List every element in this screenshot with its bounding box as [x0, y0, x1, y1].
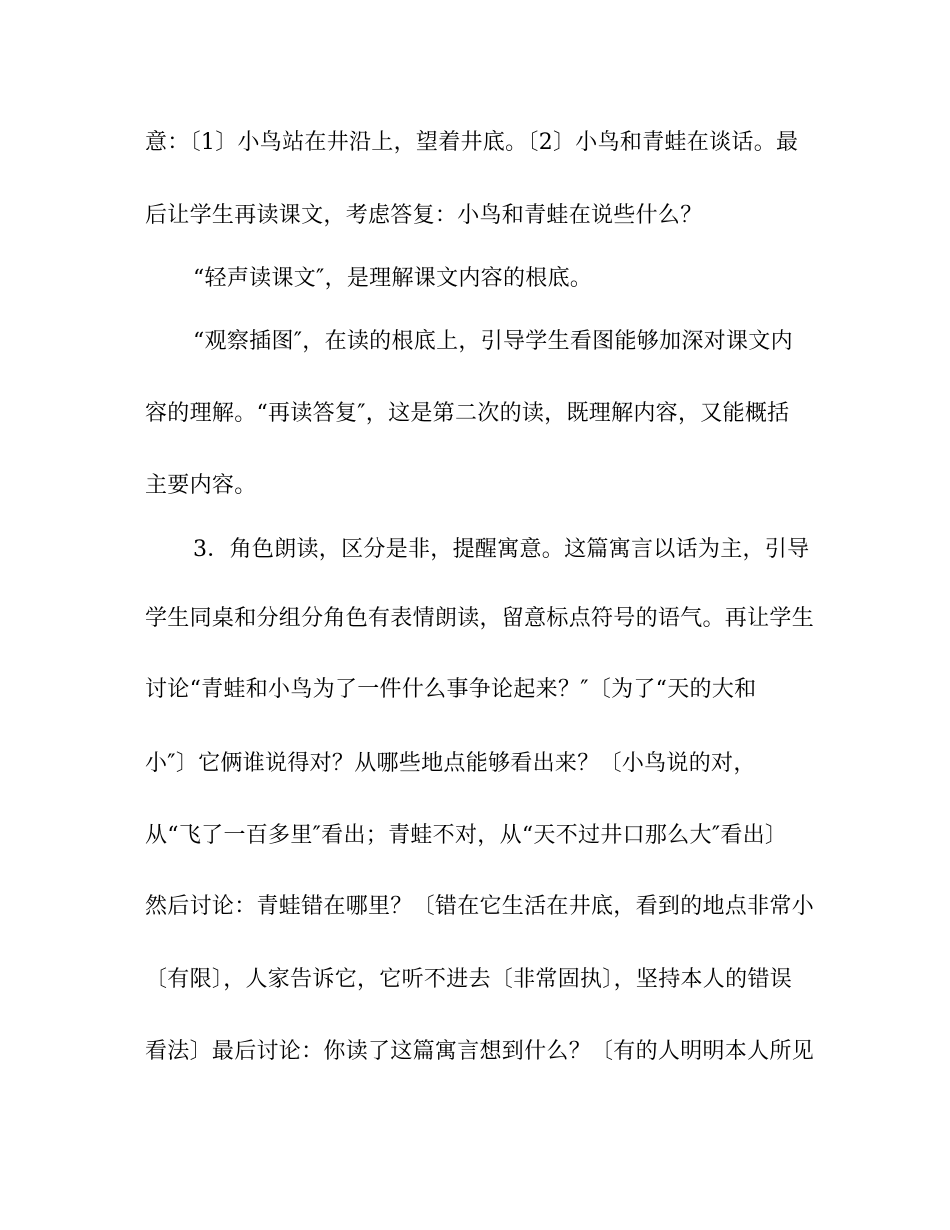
text-line: 主要内容。	[145, 473, 257, 498]
text-line: 学生同桌和分组分角色有表情朗读，留意标点符号的语气。再让学生	[145, 606, 815, 631]
text-line: 讨论“青蛙和小鸟为了一件什么事争论起来？″〔为了“天的大和	[145, 677, 757, 702]
text-line: 意：〔1〕小鸟站在井沿上，望着井底。〔2〕小鸟和青蛙在谈话。最	[145, 130, 799, 155]
text-line: 〔有限〕，人家告诉它，它听不进去〔非常固执〕，坚持本人的错误	[145, 967, 793, 992]
text-line: 小″〕它俩谁说得对？从哪些地点能够看出来？〔小鸟说的对，	[145, 751, 756, 776]
text-line: 看法〕最后讨论：你读了这篇寓言想到什么？〔有的人明明本人所见	[145, 1039, 815, 1064]
text-line: “观察插图″，在读的根底上，引导学生看图能够加深对课文内	[193, 329, 793, 354]
text-line: 3．角色朗读，区分是非，提醒寓意。这篇寓言以话为主，引导	[193, 537, 810, 562]
text-line: 容的理解。“再读答复″，这是第二次的读，既理解内容，又能概括	[145, 401, 790, 426]
text-line: 后让学生再读课文，考虑答复：小鸟和青蛙在说些什么？	[145, 203, 703, 228]
text-line: 然后讨论：青蛙错在哪里？〔错在它生活在井底，看到的地点非常小	[145, 894, 815, 919]
text-line: “轻声读课文″，是理解课文内容的根底。	[193, 266, 593, 291]
text-line: 从“飞了一百多里″看出；青蛙不对，从“天不过井口那么大″看出〕	[145, 823, 788, 848]
